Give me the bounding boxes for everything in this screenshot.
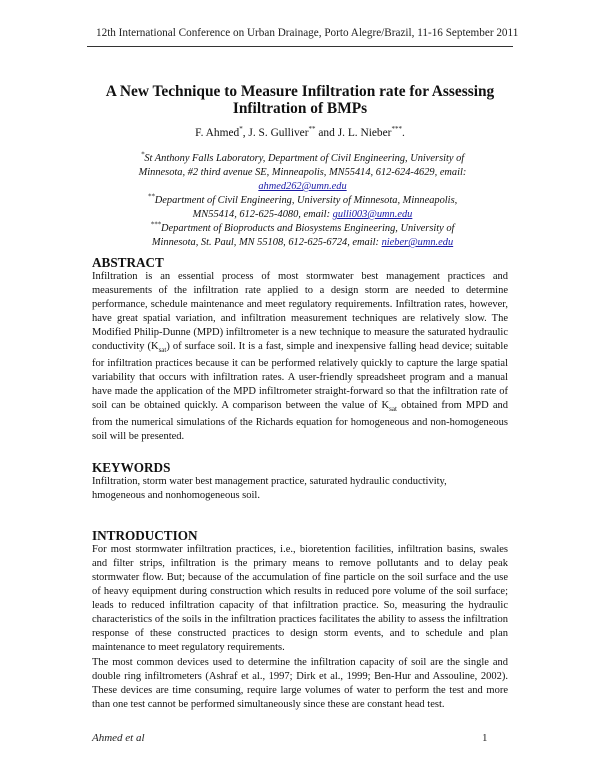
author-list [100, 127, 500, 139]
introduction-paragraph: For most stormwater infiltration practices, i.e., bioretention facilities, infiltration basins, swales and filter strips, infiltration is the primary means to remove pollutants and to delay peak stormwater flow. But; because of the accumulation of fine particle on the soil surface and the use of heavy equipment during construction which results in reduced pore volume of the soil surface; leads to reduced infiltration capacity of that infiltration practice. So, measuring the hydraulic characteristics of the soils in the infiltration practices facilitates the ability to assess the infiltration response of these constructed practices to design storm events, and to schedule and plan maintenance to meet regulatory requirements. [92, 544, 508, 653]
paper-title: A New Technique to Measure Infiltration rate for Assessing Infiltration of BMPs [105, 83, 495, 117]
affiliation-text: St Anthony Falls Laboratory, Department of Civil Engineering, University of Minnesota, #2 third avenue SE, Minneapolis, MN55414, 612-624-4629, email: [138, 153, 467, 178]
author-mark: *** [391, 125, 402, 134]
affiliation [130, 194, 475, 222]
abstract-part: obtained from MPD and from the numerical simulations of the Richards equation for homogeneous and non-homogeneous soil will be presented. [92, 400, 508, 443]
affiliation-mark: ** [147, 192, 155, 201]
ksat-subscript: sat [158, 346, 167, 355]
abstract-part: Infiltration is an essential process of most stormwater best management practices and measurements of the infiltration rate applied to a design storm are needed to determine performance, schedule maintenance and meet regulatory requirements. Infiltration rates, however, have great spatial variation, and infiltration measurement techniques are relatively slow. The Modified Philip-Dunne (MPD) infiltrometer is a new technique to measure the saturated hydraulic conductivity (K [92, 271, 508, 352]
author-mark: ** [308, 125, 316, 134]
introduction-heading: INTRODUCTION [92, 528, 198, 543]
running-header: 12th International Conference on Urban Drainage, Porto Alegre/Brazil, 11-16 September 2011 [96, 27, 519, 39]
email-link[interactable]: gulli003@umn.edu [332, 209, 413, 220]
author-mark: * [239, 125, 243, 134]
introduction-paragraph: The most common devices used to determine the infiltration capacity of soil are the single and double ring infiltrometers (Ashraf et al., 1997; Dirk et al., 1999; Ben-Hur and Assouline, 2002). These devices are time consuming, require large volumes of water to perform the test and more than one test cannot be performed simultaneously since these are constant head test. [92, 657, 508, 710]
page-number: 1 [482, 732, 488, 744]
affiliation [130, 222, 475, 250]
abstract-part: ) of surface soil. It is a fast, simple and inexpensive falling head device; suitable for infiltration practices because it can be performed relatively quickly to capture the large spatial variability that occurs with infiltration rates. A user-friendly spreadsheet program and a manual have made the application of the MPD infiltrometer straight-forward so that the infiltration rate of soil can be obtained quickly. A comparison between the value of K [92, 341, 508, 412]
affiliation-list [130, 152, 475, 250]
email-link[interactable]: nieber@umn.edu [381, 237, 454, 248]
author-name: J. L. Nieber [337, 127, 392, 139]
footer-author: Ahmed et al [92, 732, 145, 744]
header-rule [87, 46, 513, 47]
affiliation-text: Department of Bioproducts and Biosystems Engineering, University of Minnesota, St. Paul, MN 55108, 612-625-6724, email: [151, 223, 455, 248]
keywords-text: Infiltration, storm water best management practice, saturated hydraulic conductivity, hmogeneous and nonhomogeneous soil. [92, 476, 447, 501]
author-separator: , [242, 127, 249, 139]
ksat-subscript: sat [389, 405, 397, 414]
author-separator: and [315, 127, 338, 139]
email-link[interactable]: ahmed262@umn.edu [258, 181, 347, 192]
author-name: J. S. Gulliver [248, 127, 309, 139]
affiliation-mark: *** [150, 220, 162, 229]
keywords-heading: KEYWORDS [92, 460, 171, 475]
affiliation-mark: * [140, 150, 145, 159]
abstract-heading: ABSTRACT [92, 255, 164, 270]
author-separator: . [401, 127, 405, 139]
affiliation-text: Department of Civil Engineering, University of Minnesota, Minneapolis, MN55414, 612-625-4080, email: [154, 195, 458, 220]
author-name: F. Ahmed [195, 127, 240, 139]
affiliation [130, 152, 475, 194]
abstract-text [92, 270, 508, 444]
